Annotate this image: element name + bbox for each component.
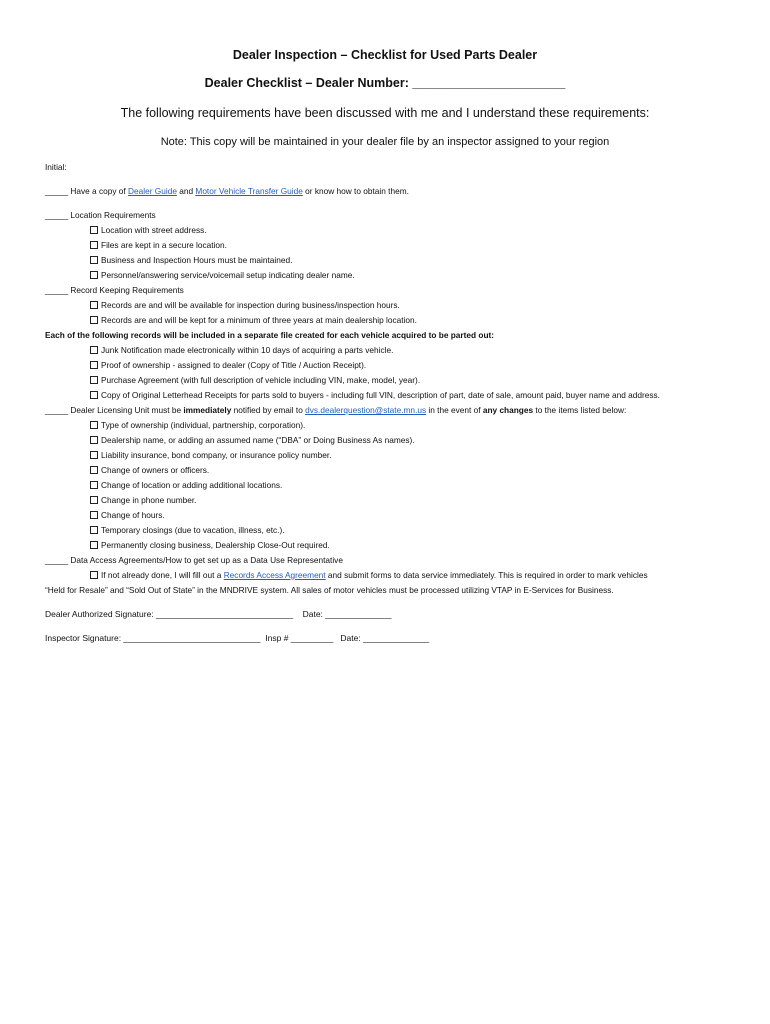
checkbox-label: Records are and will be kept for a minimum of three years at main dealership location. xyxy=(101,315,417,325)
checkbox-label: Change of owners or officers. xyxy=(101,465,210,475)
dealer-signature-line xyxy=(45,607,740,622)
checkbox-label: Change of location or adding additional locations. xyxy=(101,480,283,490)
checkbox-label: Purchase Agreement (with full description of vehicle including VIN, make, model, year). xyxy=(101,375,421,385)
checkbox-icon[interactable] xyxy=(90,361,98,369)
checkbox-label: Permanently closing business, Dealership Close-Out required. xyxy=(101,540,330,550)
checkbox-item[interactable] xyxy=(45,358,740,373)
checkbox-item[interactable] xyxy=(45,343,740,358)
checkbox-label: Liability insurance, bond company, or insurance policy number. xyxy=(101,450,332,460)
licensing-text-post: to the items listed below: xyxy=(533,405,627,415)
checkbox-item[interactable] xyxy=(45,268,740,283)
checkbox-item[interactable] xyxy=(45,523,740,538)
checkbox-icon[interactable] xyxy=(90,451,98,459)
checkbox-icon[interactable] xyxy=(90,301,98,309)
checkbox-icon[interactable] xyxy=(90,511,98,519)
location-heading: _____ Location Requirements xyxy=(45,210,156,220)
checkbox-item[interactable] xyxy=(45,418,740,433)
checkbox-label: Change of hours. xyxy=(101,510,165,520)
checkbox-label: Location with street address. xyxy=(101,225,207,235)
guide-text-pre: Have a copy of xyxy=(68,186,129,196)
checkbox-label: Personnel/answering service/voicemail setup indicating dealer name. xyxy=(101,270,355,280)
checkbox-label: Proof of ownership - assigned to dealer (Copy of Title / Auction Receipt). xyxy=(101,360,367,370)
checkbox-label: Records are and will be available for inspection during business/inspection hours. xyxy=(101,300,400,310)
checkbox-item[interactable] xyxy=(45,508,740,523)
checkbox-icon[interactable] xyxy=(90,541,98,549)
checkbox-label: Dealership name, or adding an assumed name (“DBA” or Doing Business As names). xyxy=(101,435,415,445)
data-access-heading: _____ Data Access Agreements/How to get set up as a Data Use Representative xyxy=(45,555,343,565)
checkbox-label: Files are kept in a secure location. xyxy=(101,240,227,250)
checkbox-icon[interactable] xyxy=(90,526,98,534)
checklist-body xyxy=(45,160,740,646)
dealer-signature-field[interactable]: Dealer Authorized Signature: _____________________________ xyxy=(45,609,294,619)
checkbox-icon[interactable] xyxy=(90,436,98,444)
checkbox-icon[interactable] xyxy=(90,391,98,399)
requirements-statement: The following requirements have been discussed with me and I understand these requirements: xyxy=(120,106,650,120)
checkbox-item[interactable] xyxy=(45,238,740,253)
checkbox-icon[interactable] xyxy=(90,226,98,234)
checkbox-icon[interactable] xyxy=(90,496,98,504)
initial-blank[interactable]: _____ xyxy=(45,186,69,196)
guide-text-mid: and xyxy=(176,186,196,196)
checkbox-label: Type of ownership (individual, partnership, corporation). xyxy=(101,420,306,430)
checkbox-item[interactable] xyxy=(45,433,740,448)
licensing-line xyxy=(45,403,740,418)
checkbox-label: Junk Notification made electronically within 10 days of acquiring a parts vehicle. xyxy=(101,345,394,355)
checkbox-item[interactable] xyxy=(45,478,740,493)
dealer-number-line: Dealer Checklist – Dealer Number: ______________________ xyxy=(204,76,566,90)
licensing-text-pre: Dealer Licensing Unit must be xyxy=(68,405,184,415)
guide-text-post: or know how to obtain them. xyxy=(302,186,409,196)
immediately-text: immediately xyxy=(183,405,232,415)
checkbox-icon[interactable] xyxy=(90,316,98,324)
checkbox-item[interactable] xyxy=(45,253,740,268)
records-access-agreement-link[interactable]: Records Access Agreement xyxy=(223,570,326,580)
checkbox-icon[interactable] xyxy=(90,256,98,264)
records-file-heading: Each of the following records will be included in a separate file created for each vehicle acquired to be parted out: xyxy=(45,330,495,340)
document-title: Dealer Inspection – Checklist for Used Parts Dealer xyxy=(232,48,538,62)
initial-label: Initial: xyxy=(45,162,67,172)
checkbox-item[interactable] xyxy=(45,538,740,553)
dealer-email-link[interactable]: dvs.dealerquestion@state.mn.us xyxy=(305,405,427,415)
checkbox-icon[interactable] xyxy=(90,421,98,429)
transfer-guide-link[interactable]: Motor Vehicle Transfer Guide xyxy=(195,186,303,196)
inspector-signature-field[interactable]: Inspector Signature: _____________________________ xyxy=(45,633,261,643)
dealer-guide-link[interactable]: Dealer Guide xyxy=(128,186,177,196)
checkbox-icon[interactable] xyxy=(90,346,98,354)
data-access-line2: “Held for Resale” and “Sold Out of State” in the MNDRIVE system. All sales of motor vehicles must be processed utilizing VTAP in E-Services for Business. xyxy=(45,585,614,595)
licensing-text-mid2: in the event of xyxy=(426,405,483,415)
checkbox-icon[interactable] xyxy=(90,466,98,474)
record-keeping-heading: _____ Record Keeping Requirements xyxy=(45,285,184,295)
checkbox-item[interactable] xyxy=(45,493,740,508)
checkbox-icon[interactable] xyxy=(90,376,98,384)
checkbox-label: Copy of Original Letterhead Receipts for parts sold to buyers - including full VIN, description of part, date of sale, amount paid, buyer name and address. xyxy=(101,390,660,400)
checkbox-icon[interactable] xyxy=(90,571,98,579)
checkbox-item[interactable] xyxy=(45,463,740,478)
checkbox-icon[interactable] xyxy=(90,481,98,489)
data-access-text-pre: If not already done, I will fill out a xyxy=(101,570,224,580)
inspector-number-field[interactable]: Insp # _________ xyxy=(265,633,334,643)
guide-line xyxy=(45,184,740,199)
checkbox-item[interactable] xyxy=(45,568,740,583)
checkbox-item[interactable] xyxy=(45,313,740,328)
checkbox-item[interactable] xyxy=(45,388,740,403)
checkbox-icon[interactable] xyxy=(90,241,98,249)
checkbox-item[interactable] xyxy=(45,373,740,388)
any-changes-text: any changes xyxy=(482,405,534,415)
licensing-text-mid: notified by email to xyxy=(231,405,306,415)
inspector-signature-line xyxy=(45,631,740,646)
checkbox-item[interactable] xyxy=(45,223,740,238)
initial-blank[interactable]: _____ xyxy=(45,405,69,415)
checkbox-label: Temporary closings (due to vacation, illness, etc.). xyxy=(101,525,285,535)
checkbox-icon[interactable] xyxy=(90,271,98,279)
dealer-date-field[interactable]: Date: ______________ xyxy=(302,609,392,619)
note-line: Note: This copy will be maintained in your dealer file by an inspector assigned to your region xyxy=(160,136,610,148)
inspector-date-field[interactable]: Date: ______________ xyxy=(340,633,430,643)
data-access-text-post: and submit forms to data service immediately. This is required in order to mark vehicles xyxy=(325,570,648,580)
checkbox-label: Business and Inspection Hours must be maintained. xyxy=(101,255,293,265)
checkbox-item[interactable] xyxy=(45,298,740,313)
checkbox-item[interactable] xyxy=(45,448,740,463)
checkbox-label: Change in phone number. xyxy=(101,495,197,505)
